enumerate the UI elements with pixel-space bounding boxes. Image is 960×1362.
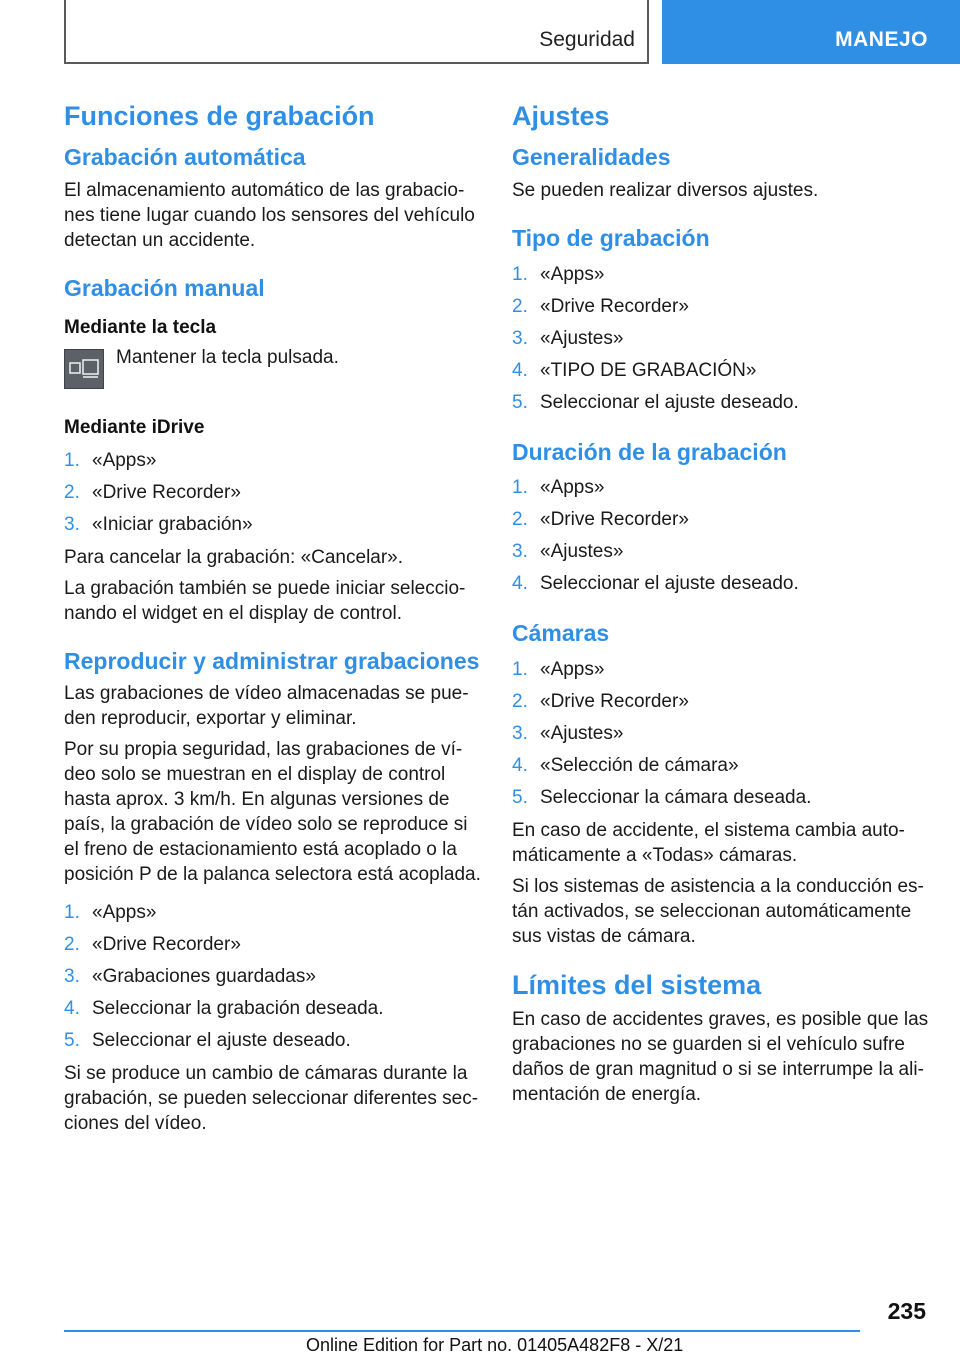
right-column [512, 100, 932, 1113]
playback-steps-list [64, 897, 482, 1057]
page-number: 235 [887, 1298, 926, 1324]
idrive-steps-list [64, 445, 482, 541]
list-item: 4. «Selección de cámara» [512, 754, 739, 776]
list-item: 1. «Apps» [64, 449, 157, 471]
recording-functions-title: Funciones de grabación [64, 101, 375, 131]
list-item: 5. Seleccionar el ajuste deseado. [64, 1030, 351, 1052]
left-column [64, 100, 482, 1142]
camera-change-text: Si se produce un cambio de cámaras durante la grabación, se pueden seleccionar diferentes sec-ciones del vídeo. [64, 1063, 479, 1135]
header-section-box [64, 0, 649, 64]
recording-type-steps-list [512, 259, 932, 419]
settings-title: Ajustes [512, 101, 610, 131]
list-item: 3. «Iniciar grabación» [64, 513, 253, 535]
list-item: 3. «Ajustes» [512, 541, 624, 563]
idrive-method-heading: Mediante iDrive [64, 416, 205, 438]
playback-text: Las grabaciones de vídeo almacenadas se pue-den reproducir, exportar y eliminar. [64, 683, 469, 730]
recording-type-heading: Tipo de grabación [512, 224, 710, 251]
auto-recording-text: El almacenamiento automático de las grabacio-nes tiene lugar cuando los sensores del vehículo detectan un accidente. [64, 179, 475, 251]
system-limits-title: Límites del sistema [512, 969, 762, 1000]
system-limits-text: En caso de accidentes graves, es posible que las grabaciones no se guarden si el vehículo sufre daños de gran magnitud o si se interrumpe la ali-mentación de energía. [512, 1009, 929, 1106]
list-item: 4. Seleccionar el ajuste deseado. [512, 573, 799, 595]
playback-heading: Reproducir y administrar grabaciones [64, 647, 480, 674]
cancel-text: Para cancelar la grabación: «Cancelar». [64, 546, 404, 568]
list-item: 2. «Drive Recorder» [64, 481, 241, 503]
list-item: 1. «Apps» [512, 477, 605, 499]
list-item: 1. «Apps» [512, 658, 605, 680]
general-heading: Generalidades [512, 144, 671, 171]
footer-edition: Online Edition for Part no. 01405A482F8 - X/21 [306, 1335, 684, 1355]
list-item: 3. «Ajustes» [512, 327, 624, 349]
list-item: 1. «Apps» [512, 263, 605, 285]
header-chapter-label: MANEJO [835, 28, 928, 51]
key-instruction-text: Mantener la tecla pulsada. [116, 346, 339, 368]
header-chapter-box [662, 0, 960, 64]
list-item: 3. «Grabaciones guardadas» [64, 966, 316, 988]
list-item: 5. Seleccionar el ajuste deseado. [512, 391, 799, 413]
record-key-icon [64, 349, 104, 389]
general-text: Se pueden realizar diversos ajustes. [512, 179, 819, 201]
accident-text: En caso de accidente, el sistema cambia auto-máticamente a «Todas» cámaras. [512, 819, 905, 866]
cameras-heading: Cámaras [512, 620, 610, 647]
list-item: 2. «Drive Recorder» [512, 509, 689, 531]
list-item: 4. Seleccionar la grabación deseada. [64, 998, 384, 1020]
auto-recording-heading: Grabación automática [64, 144, 306, 171]
key-method-heading: Mediante la tecla [64, 316, 217, 338]
key-instruction [64, 345, 482, 389]
list-item: 5. Seleccionar la cámara deseada. [512, 786, 812, 808]
footer-divider [64, 1330, 860, 1332]
list-item: 1. «Apps» [64, 902, 157, 924]
manual-recording-heading: Grabación manual [64, 274, 265, 301]
list-item: 2. «Drive Recorder» [512, 690, 689, 712]
list-item: 2. «Drive Recorder» [64, 934, 241, 956]
list-item: 2. «Drive Recorder» [512, 295, 689, 317]
assist-text: Si los sistemas de asistencia a la conducción es-tán activados, se seleccionan automáticamente sus vistas de cámara. [512, 875, 924, 947]
list-item: 4. «TIPO DE GRABACIÓN» [512, 359, 757, 381]
cameras-steps-list [512, 654, 932, 814]
duration-heading: Duración de la grabación [512, 438, 787, 465]
safety-text: Por su propia seguridad, las grabaciones de ví-deo solo se muestran en el display de control hasta aprox. 3 km/h. En algunas versiones de país, la grabación de vídeo solo se reproduce si el freno de estacionamiento está acoplado o la posición P de la palanca selectora está acoplada. [64, 739, 481, 886]
header-section-label: Seguridad [539, 28, 635, 51]
widget-text: La grabación también se puede iniciar seleccio-nando el widget en el display de control. [64, 577, 466, 624]
list-item: 3. «Ajustes» [512, 722, 624, 744]
duration-steps-list [512, 472, 932, 600]
